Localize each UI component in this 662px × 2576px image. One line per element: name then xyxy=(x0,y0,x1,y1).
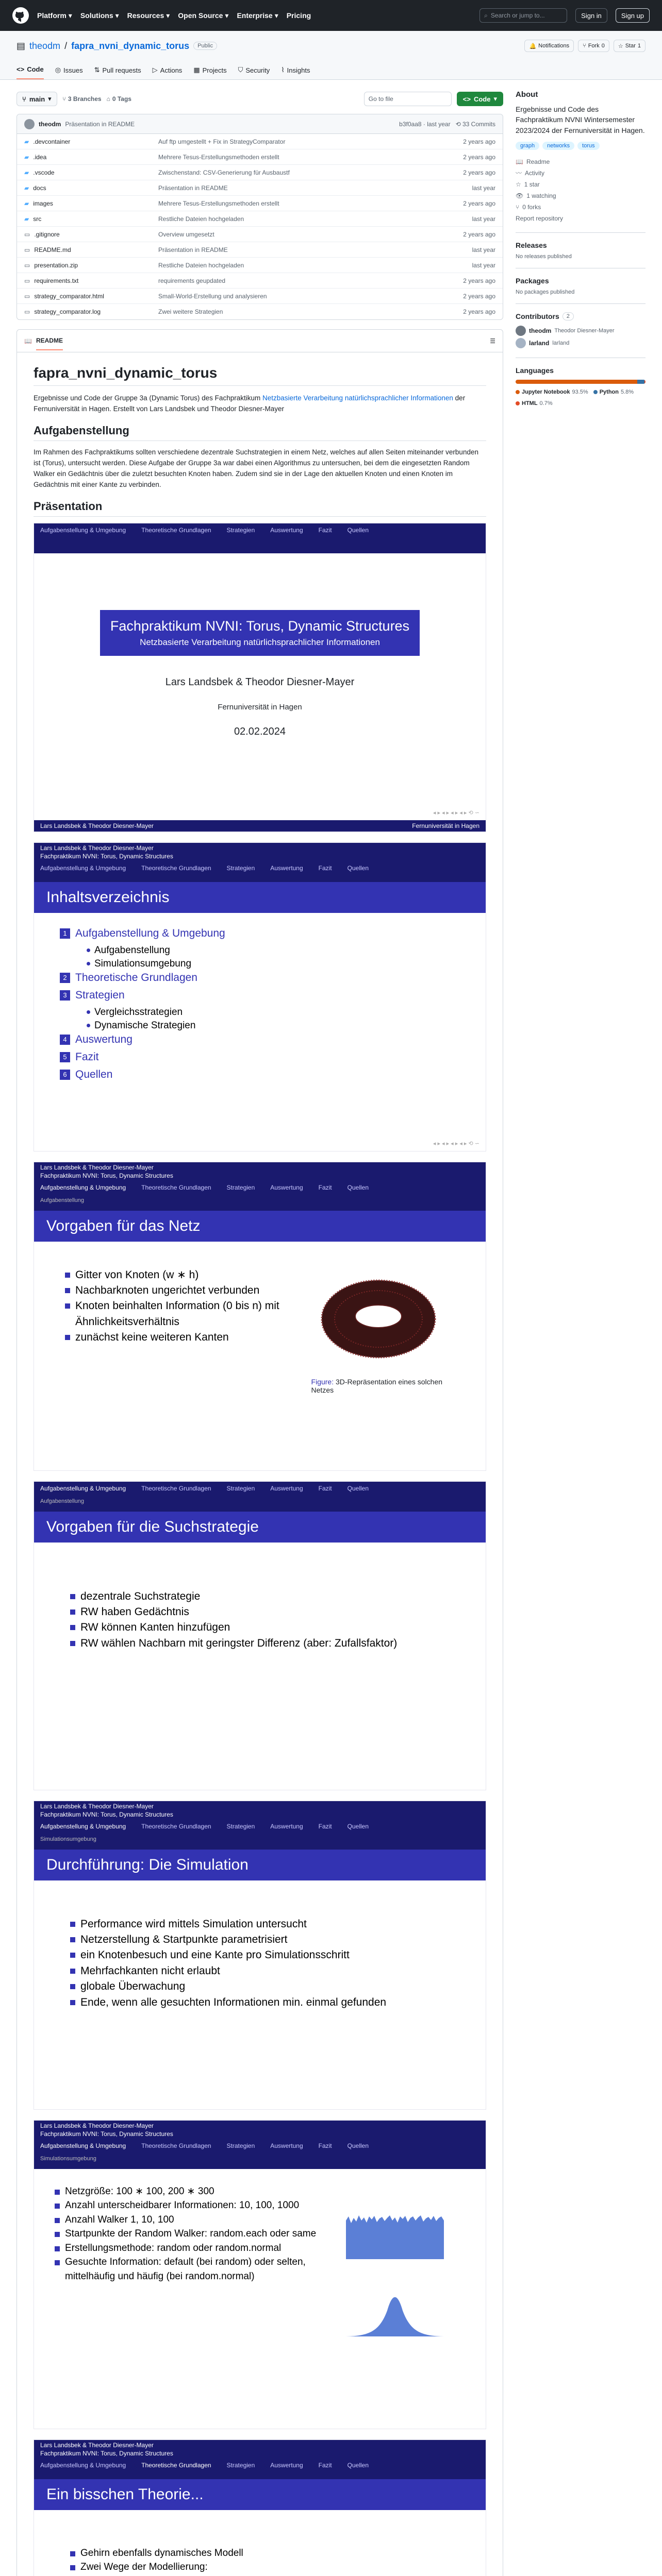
avatar xyxy=(516,338,526,348)
tab-security[interactable]: ⛉ Security xyxy=(238,66,270,74)
repo-tabs xyxy=(16,59,646,79)
global-header xyxy=(0,0,662,31)
nav-pricing[interactable]: Pricing xyxy=(286,11,311,20)
toc-item[interactable]: 6 Quellen xyxy=(60,1069,460,1081)
stars-link[interactable]: ☆ 1 star xyxy=(516,180,540,188)
slide-header: Lars Landsbek & Theodor Diesner-Mayer Fachpraktikum NVNI: Torus, Dynamic Structures xyxy=(34,2121,486,2139)
language-item[interactable]: Python 5.8% xyxy=(593,389,634,395)
praktikum-link[interactable]: Netzbasierte Verarbeitung natürlichsprachlicher Informationen xyxy=(262,394,453,402)
history-icon: ⟲ xyxy=(455,120,461,128)
toc-subitem[interactable]: Vergleichsstrategien xyxy=(60,1007,460,1018)
notifications-button[interactable]: 🔔 Notifications xyxy=(524,40,574,52)
code-icon: <> xyxy=(16,65,25,73)
folder-icon: ▰ xyxy=(24,215,29,223)
releases-section: Releases No releases published xyxy=(516,232,646,260)
repo-name-link[interactable]: fapra_nvni_dynamic_torus xyxy=(71,40,190,51)
beamer-nav-icons: ◂ ▸ ◂ ▸ ◂ ▸ ◂ ▸ ⟲ ∽ xyxy=(433,809,479,816)
forks-link[interactable]: ⑂ 0 forks xyxy=(516,203,541,211)
slide-navbar: Aufgabenstellung & Umgebung Theoretische Grundlagen Strategien Auswertung Fazit Quellen xyxy=(34,523,486,553)
branch-select[interactable]: ⑂ main ▾ xyxy=(16,92,57,106)
slide-header: Lars Landsbek & Theodor Diesner-Mayer Fachpraktikum NVNI: Torus, Dynamic Structures xyxy=(34,1801,486,1820)
nav-resources[interactable]: Resources ▾ xyxy=(127,11,170,20)
toc-list xyxy=(34,913,486,1100)
file-date: 2 years ago xyxy=(463,292,495,300)
normal-distribution-plot xyxy=(343,2282,446,2339)
code-button[interactable]: <> Code ▾ xyxy=(457,92,503,106)
presentation-authors: Lars Landsbek & Theodor Diesner-Mayer xyxy=(165,676,355,688)
fork-button[interactable]: ⑂ Fork 0 xyxy=(578,40,609,52)
topic-tag[interactable]: graph xyxy=(516,142,539,150)
releases-link[interactable]: Releases xyxy=(516,241,547,249)
play-icon: ▷ xyxy=(152,66,158,74)
language-bar-segment xyxy=(516,380,637,384)
slide-navbar: Aufgabenstellung & Umgebung Theoretische Grundlagen Strategien Auswertung Fazit Quellen Simulationsumgebung xyxy=(34,1820,486,1850)
signin-button[interactable]: Sign in xyxy=(575,8,607,23)
language-bar xyxy=(516,380,646,384)
file-row[interactable] xyxy=(17,304,503,319)
file-name[interactable]: ▭ strategy_comparator.html xyxy=(24,292,104,300)
file-commit-message[interactable]: Mehrere Tesus-Erstellungsmethoden erstellt xyxy=(158,153,279,161)
search-input[interactable]: ⌕ Search or jump to... xyxy=(479,8,567,23)
file-commit-message[interactable]: Zwischenstand: CSV-Generierung für Ausbaustf xyxy=(158,168,290,176)
file-date: 2 years ago xyxy=(463,138,495,145)
file-row[interactable] xyxy=(17,273,503,289)
pulse-icon: 〰 xyxy=(516,170,522,177)
tab-projects[interactable]: ▦ Projects xyxy=(193,66,227,74)
search-icon: ⌕ xyxy=(484,11,488,19)
tags-link[interactable]: ⌂ 0 Tags xyxy=(106,95,131,103)
repo-header: ▤ theodm / fapra_nvni_dynamic_torus Public 🔔 Notifications ⑂ Fork 0 ☆ Star 1 <> Code ◎ Issues ⇅ Pull requests ▷ Actions ▦ Projects ⛉ Security ⌇ Insights xyxy=(0,31,662,80)
report-link[interactable]: Report repository xyxy=(516,214,564,222)
slide-bullets: Gehirn ebenfalls dynamisches Modell Zwei Wege der Modellierung: xyxy=(34,2510,486,2576)
figure-caption: 3D-Repräsentation eines solchen Netzes xyxy=(311,1377,443,1394)
language-color-dot xyxy=(593,390,598,394)
nav-solutions[interactable]: Solutions ▾ xyxy=(80,11,119,20)
file-name[interactable]: ▭ strategy_comparator.log xyxy=(24,308,101,315)
toc-item[interactable]: 2 Theoretische Grundlagen xyxy=(60,972,460,984)
slide-frame-title: Vorgaben für das Netz xyxy=(34,1211,486,1242)
toc-subitem[interactable]: Dynamische Strategien xyxy=(60,1020,460,1031)
commit-author[interactable]: theodm xyxy=(39,120,61,128)
file-row[interactable] xyxy=(17,134,503,149)
folder-icon: ▰ xyxy=(24,199,29,207)
nav-open-source[interactable]: Open Source ▾ xyxy=(178,11,229,20)
slide-navbar: Aufgabenstellung & Umgebung Theoretische Grundlagen Strategien Auswertung Fazit Quellen xyxy=(34,2459,486,2479)
language-bar-segment xyxy=(637,380,645,384)
contributors-link[interactable]: Contributors xyxy=(516,312,559,320)
about-section: About Ergebnisse und Code des Fachpraktikum NVNI Wintersemester 2023/2024 der Fernuniversität in Hagen. graph networks torus 📖 Readme 〰 Activity ☆ 1 star 👁 1 watching ⑂ 0 forks Report repository xyxy=(516,90,646,224)
tab-insights[interactable]: ⌇ Insights xyxy=(281,66,310,74)
slide-toc xyxy=(34,842,486,1151)
file-commit-message[interactable]: Small-World-Erstellung und analysieren xyxy=(158,292,267,300)
eye-icon: 👁 xyxy=(516,192,524,199)
tab-pull-requests[interactable]: ⇅ Pull requests xyxy=(94,66,141,74)
uniform-distribution-plot xyxy=(343,2205,446,2262)
file-row[interactable] xyxy=(17,149,503,165)
repo-owner-link[interactable]: theodm xyxy=(29,40,61,51)
fork-icon: ⑂ xyxy=(583,43,586,49)
topic-tag[interactable]: torus xyxy=(577,142,599,150)
file-commit-message[interactable]: Präsentation in README xyxy=(158,184,228,192)
file-icon: ▭ xyxy=(24,261,30,269)
toc-item[interactable]: 5 Fazit xyxy=(60,1051,460,1063)
book-icon: 📖 xyxy=(24,337,32,345)
repo-description: Ergebnisse und Code des Fachpraktikum NVNI Wintersemester 2023/2024 der Fernuniversität in Hagen. xyxy=(516,105,645,134)
slide-bullets: Netzgröße: 100 ∗ 100, 200 ∗ 300 Anzahl unterscheidbarer Informationen: 10, 100, 1000 Anzahl Walker 1, 10, 100 Startpunkte der Random Walker: random.each oder same Erstellungsmethode: random oder random.normal Gesuchte Information: default (bei random) oder selten, mittelhäufig und häufig (bei random.normal) xyxy=(55,2184,343,2339)
toc-item[interactable]: 3 Strategien xyxy=(60,989,460,1002)
issue-icon: ◎ xyxy=(55,66,61,74)
task-paragraph: Im Rahmen des Fachpraktikums sollten verschiedene dezentrale Suchstrategien in einem Netz, welches auf allen Seiten miteinander verbunden ist (Torus), untersucht werden. Diese Aufgabe der Gruppe 3a war dabei einen Algorithmus zu untersuchen, bei dem die eingesetzten Random Walker ein Gedächtnis über die zuletzt besuchten Knoten haben. Zudem sind sie in der Lage den aktuellen Knoten und einen Knoten im Gedächtnis mit einer Kante zu verbinden. xyxy=(34,448,478,488)
slide-parameter xyxy=(34,2120,486,2429)
file-date: last year xyxy=(472,246,495,253)
contributors-section: Contributors 2 theodm Theodor Diesner-Mayer larland larland xyxy=(516,303,646,349)
file-icon: ▭ xyxy=(24,277,30,284)
nav-enterprise[interactable]: Enterprise ▾ xyxy=(237,11,278,20)
file-row[interactable] xyxy=(17,289,503,304)
repo-icon: ▤ xyxy=(16,40,26,51)
file-name[interactable]: ▰ docs xyxy=(24,184,46,192)
topic-tag[interactable]: networks xyxy=(542,142,574,150)
tab-actions[interactable]: ▷ Actions xyxy=(152,66,183,74)
watchers-link[interactable]: 👁 1 watching xyxy=(516,192,556,199)
commit-message[interactable]: Präsentation in README xyxy=(65,120,135,128)
contributor-item[interactable]: theodm Theodor Diesner-Mayer xyxy=(516,325,646,337)
commits-link[interactable]: ⟲ 33 Commits xyxy=(455,120,495,128)
folder-icon: ▰ xyxy=(24,138,29,145)
file-icon: ▭ xyxy=(24,246,30,253)
table-icon: ▦ xyxy=(193,66,200,74)
heading-aufgabenstellung: Aufgabenstellung xyxy=(34,424,486,441)
file-commit-message[interactable]: Zwei weitere Strategien xyxy=(158,308,223,315)
goto-file-input[interactable]: Go to file xyxy=(364,92,452,106)
file-icon: ▭ xyxy=(24,308,30,315)
book-icon: 📖 xyxy=(516,158,523,165)
file-icon: ▭ xyxy=(24,292,30,300)
branch-icon: ⑂ xyxy=(62,95,66,103)
folder-icon: ▰ xyxy=(24,153,29,161)
slide-theorie xyxy=(34,2439,486,2576)
signup-button[interactable]: Sign up xyxy=(616,8,650,23)
file-commit-message[interactable]: Auf ftp umgestellt + Fix in StrategyComparator xyxy=(158,138,286,145)
file-row[interactable] xyxy=(17,165,503,180)
readme-link[interactable]: 📖 Readme xyxy=(516,158,550,165)
file-row[interactable] xyxy=(17,180,503,196)
slide-navbar: Aufgabenstellung & Umgebung Theoretische Grundlagen Strategien Auswertung Fazit Quellen Aufgabenstellung xyxy=(34,1482,486,1512)
file-name[interactable]: ▭ README.md xyxy=(24,246,71,253)
file-commit-message[interactable]: Restliche Dateien hochgeladen xyxy=(158,215,244,223)
file-date: 2 years ago xyxy=(463,168,495,176)
file-name[interactable]: ▭ .gitignore xyxy=(24,230,60,238)
file-name[interactable]: ▰ .idea xyxy=(24,153,47,161)
star-icon: ☆ xyxy=(516,180,521,188)
slide-frame-title: Durchführung: Die Simulation xyxy=(34,1850,486,1880)
file-date: last year xyxy=(472,215,495,223)
file-commit-message[interactable]: requirements geupdated xyxy=(158,277,226,284)
nav-platform[interactable]: Platform ▾ xyxy=(37,11,72,20)
pull-request-icon: ⇅ xyxy=(94,66,100,74)
file-date: 2 years ago xyxy=(463,277,495,284)
shield-icon: ⛉ xyxy=(238,66,243,74)
file-table xyxy=(16,114,503,320)
slide-netz: Lars Landsbek & Theodor Diesner-Mayer Fachpraktikum NVNI: Torus, Dynamic Structures Aufgabenstellung & Umgebung Theoretische Grundlagen Strategien Auswertung Fazit Quellen Aufgabenstellung Vorgaben für das Netz Gitter von Knoten (w ∗ h) Nachbarknoten ungerichtet verbunden Knoten beinhalten Information (0 bis n) mit Ähnlichkeitsverhältnis zunächst keine weiteren Kanten Figure: 3D-Repräsentation eines solchen Netzes xyxy=(34,1162,486,1471)
file-date: 2 years ago xyxy=(463,199,495,207)
readme-title: fapra_nvni_dynamic_torus xyxy=(34,365,486,386)
file-commit-message[interactable]: Mehrere Tesus-Erstellungsmethoden erstellt xyxy=(158,199,279,207)
file-row[interactable] xyxy=(17,258,503,273)
language-list xyxy=(516,389,646,406)
file-name[interactable]: ▰ images xyxy=(24,199,53,207)
file-icon: ▭ xyxy=(24,230,30,238)
slide-header: Lars Landsbek & Theodor Diesner-Mayer Fachpraktikum NVNI: Torus, Dynamic Structures xyxy=(34,843,486,861)
commit-hash[interactable]: b3f0aa8 · last year xyxy=(399,120,451,128)
file-row[interactable] xyxy=(17,196,503,211)
folder-icon: ▰ xyxy=(24,168,29,176)
file-date: last year xyxy=(472,261,495,269)
avatar[interactable] xyxy=(24,119,35,129)
slide-footer: Lars Landsbek & Theodor Diesner-Mayer Fernuniversität in Hagen xyxy=(34,820,486,832)
language-color-dot xyxy=(516,390,520,394)
tab-issues[interactable]: ◎ Issues xyxy=(55,66,83,74)
file-date: last year xyxy=(472,184,495,192)
branches-link[interactable]: ⑂ 3 Branches xyxy=(62,95,102,103)
file-name[interactable]: ▰ .devcontainer xyxy=(24,138,71,145)
presentation-subtitle: Netzbasierte Verarbeitung natürlichsprachlicher Informationen xyxy=(140,637,380,647)
bell-icon: 🔔 xyxy=(529,43,537,49)
file-date: 2 years ago xyxy=(463,153,495,161)
readme-intro: Ergebnisse und Code der Gruppe 3a (Dynamic Torus) des Fachpraktikum Netzbasierte Verarbeitung natürlichsprachlicher Informationen der Fernuniversität in Hagen. Erstellt von Lars Landsbek und Theodor Diesner-Mayer xyxy=(34,394,466,413)
slide-frame-title: Ein bisschen Theorie... xyxy=(34,2479,486,2510)
folder-icon: ▰ xyxy=(24,184,29,192)
presentation-title: Fachpraktikum NVNI: Torus, Dynamic Structures xyxy=(110,618,410,634)
slide-frame-title: Inhaltsverzeichnis xyxy=(34,882,486,913)
slide-bullets: Performance wird mittels Simulation untersucht Netzerstellung & Startpunkte parametrisiert ein Knotenbesuch und eine Kante pro Simulationsschritt Mehrfachkanten nicht erlaubt globale Überwachung Ende, wenn alle gesuchten Informationen min. einmal gefunden xyxy=(34,1880,486,2024)
slide-bullets: Gitter von Knoten (w ∗ h) Nachbarknoten ungerichtet verbunden Knoten beinhalten Information (0 bis n) mit Ähnlichkeitsverhältnis zunächst keine weiteren Kanten xyxy=(65,1267,311,1394)
slide-frame-title: Vorgaben für die Suchstrategie xyxy=(34,1512,486,1543)
toc-item[interactable]: 4 Auswertung xyxy=(60,1033,460,1046)
file-date: 2 years ago xyxy=(463,230,495,238)
slide-header: Lars Landsbek & Theodor Diesner-Mayer Fachpraktikum NVNI: Torus, Dynamic Structures xyxy=(34,2440,486,2459)
fork-icon: ⑂ xyxy=(516,203,520,211)
heading-praesentation: Präsentation xyxy=(34,500,486,517)
graph-icon: ⌇ xyxy=(281,66,285,74)
file-name[interactable]: ▭ presentation.zip xyxy=(24,261,78,269)
file-row[interactable] xyxy=(17,227,503,242)
tab-code[interactable]: <> Code xyxy=(16,65,44,79)
torus-figure xyxy=(311,1267,445,1370)
file-row[interactable] xyxy=(17,211,503,227)
activity-link[interactable]: 〰 Activity xyxy=(516,169,545,177)
file-name[interactable]: ▰ src xyxy=(24,215,42,223)
star-button[interactable]: ☆ Star 1 xyxy=(614,40,646,52)
branch-icon: ⑂ xyxy=(22,95,26,103)
slide-bullets: dezentrale Suchstrategie RW haben Gedächtnis RW können Kanten hinzufügen RW wählen Nachbarn mit geringster Differenz (aber: Zufallsfaktor) xyxy=(34,1543,486,1665)
language-bar-segment xyxy=(644,380,646,384)
github-logo-icon[interactable] xyxy=(12,7,29,24)
slide-title xyxy=(34,523,486,832)
file-commit-message[interactable]: Overview umgesetzt xyxy=(158,230,214,238)
outline-icon[interactable]: ☰ xyxy=(490,337,495,345)
readme-panel xyxy=(16,329,503,2576)
packages-link[interactable]: Packages xyxy=(516,276,549,285)
readme-tab[interactable]: README xyxy=(36,337,63,350)
language-item[interactable]: HTML 0.7% xyxy=(516,400,553,406)
toc-item[interactable]: 1 Aufgabenstellung & Umgebung xyxy=(60,927,460,940)
file-row[interactable] xyxy=(17,242,503,258)
language-color-dot xyxy=(516,401,520,405)
file-date: 2 years ago xyxy=(463,308,495,315)
presentation-institute: Fernuniversität in Hagen xyxy=(218,702,302,711)
slide-header: Lars Landsbek & Theodor Diesner-Mayer Fachpraktikum NVNI: Torus, Dynamic Structures xyxy=(34,1162,486,1181)
toc-subitem[interactable]: Aufgabenstellung xyxy=(60,945,460,956)
presentation-date: 02.02.2024 xyxy=(234,725,286,737)
languages-section: Languages Jupyter Notebook 93.5% Python 5.8% HTML 0.7% xyxy=(516,358,646,406)
file-name[interactable]: ▰ .vscode xyxy=(24,168,55,176)
code-icon: <> xyxy=(462,95,471,103)
slide-suchstrategie xyxy=(34,1481,486,1790)
file-commit-message[interactable]: Präsentation in README xyxy=(158,246,228,253)
slide-navbar: Aufgabenstellung & Umgebung Theoretische Grundlagen Strategien Auswertung Fazit Quellen Simulationsumgebung xyxy=(34,2139,486,2169)
slide-simulation xyxy=(34,1801,486,2110)
file-commit-message[interactable]: Restliche Dateien hochgeladen xyxy=(158,261,244,269)
packages-section: Packages No packages published xyxy=(516,268,646,295)
contributor-item[interactable]: larland larland xyxy=(516,337,646,349)
slide-navbar: Aufgabenstellung & Umgebung Theoretische Grundlagen Strategien Auswertung Fazit Quellen xyxy=(34,861,486,882)
slide-navbar: Aufgabenstellung & Umgebung Theoretische Grundlagen Strategien Auswertung Fazit Quellen Aufgabenstellung xyxy=(34,1181,486,1211)
file-name[interactable]: ▭ requirements.txt xyxy=(24,277,79,284)
language-item[interactable]: Jupyter Notebook 93.5% xyxy=(516,389,588,395)
toc-subitem[interactable]: Simulationsumgebung xyxy=(60,958,460,970)
beamer-nav-icons: ◂ ▸ ◂ ▸ ◂ ▸ ◂ ▸ ⟲ ∽ xyxy=(433,1140,479,1147)
latest-commit xyxy=(17,114,503,134)
tag-icon: ⌂ xyxy=(106,95,110,103)
star-icon: ☆ xyxy=(618,43,623,49)
visibility-badge: Public xyxy=(193,42,217,50)
avatar xyxy=(516,326,526,336)
